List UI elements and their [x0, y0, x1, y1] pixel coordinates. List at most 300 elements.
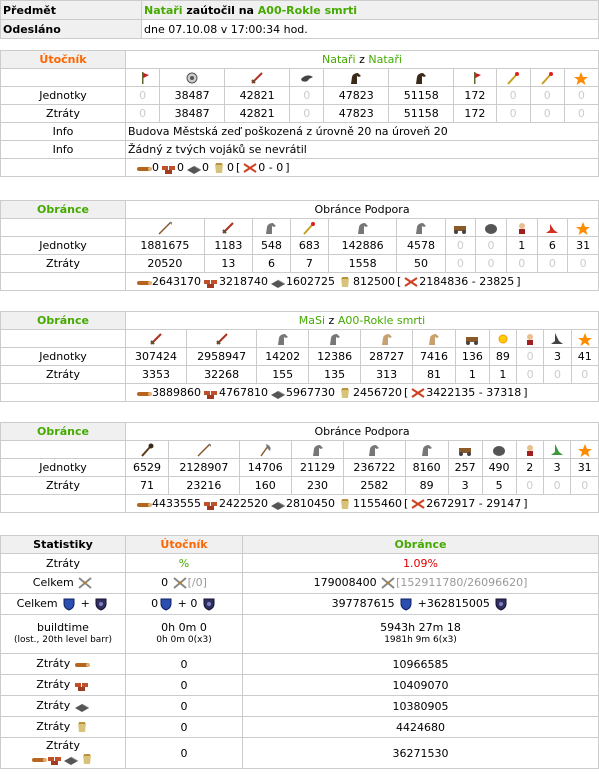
resource-value: 2422520	[219, 496, 268, 510]
unit-value: 0	[445, 237, 476, 255]
unit-value: 20520	[126, 255, 205, 273]
unit-value: 13	[204, 255, 252, 273]
unit-value: 31	[571, 459, 599, 477]
resource-value: 0	[202, 160, 209, 174]
crop-icon	[337, 386, 353, 400]
blank-cell	[1, 441, 126, 459]
chief-icon	[506, 219, 537, 237]
axe-icon	[239, 441, 291, 459]
attacker-player-link[interactable]: Nataři	[144, 3, 183, 17]
resource-value: 0	[152, 160, 159, 174]
unit-value: 0	[571, 366, 598, 384]
unit-value: 38487	[160, 87, 225, 105]
unit-value: 8160	[405, 459, 448, 477]
clay-icon	[161, 161, 177, 175]
unit-value: 41	[571, 348, 598, 366]
unit-value: 142886	[328, 237, 397, 255]
unit-value: 548	[252, 237, 290, 255]
def-def-total-2: +362815005	[417, 597, 490, 610]
green-hat-icon	[543, 441, 570, 459]
shield-blue-icon	[158, 597, 174, 611]
unit-value: 0	[476, 255, 507, 273]
row-label: Jednotky	[1, 87, 126, 105]
stats-label	[1, 696, 126, 717]
stats-label-text: Celkem	[16, 597, 58, 610]
subject-label: Předmět	[1, 1, 142, 20]
stats-col-defender: Obránce	[243, 536, 599, 554]
chief-icon	[516, 441, 543, 459]
blank-cell	[1, 219, 126, 237]
unit-value: 6529	[126, 459, 169, 477]
def-buildtime: 5943h 27m 18	[380, 621, 461, 634]
bracket-open: [	[397, 274, 402, 288]
sword-icon	[204, 219, 252, 237]
unit-value: 51158	[389, 87, 454, 105]
stats-label	[1, 738, 126, 769]
unit-value: 0	[290, 105, 324, 123]
resource-value: 812500	[353, 274, 395, 288]
defender-1-role: Obránce	[1, 201, 126, 219]
bird-icon	[290, 69, 324, 87]
resource-value: 5967730	[286, 385, 335, 399]
resource-value: 0	[227, 160, 234, 174]
spear-icon	[169, 441, 240, 459]
blank-cell	[1, 69, 126, 87]
clay-icon	[203, 386, 219, 400]
unit-value: 0	[564, 87, 598, 105]
unit-value: 89	[489, 348, 516, 366]
att-buildtime: 0h 0m 0	[161, 621, 207, 634]
stats-def-value	[243, 573, 599, 594]
stats-def-value	[243, 615, 599, 654]
bracket-open: [	[404, 385, 409, 399]
bracket-close: ]	[523, 496, 528, 510]
sent-label: Odesláno	[1, 20, 142, 39]
wand-icon	[290, 219, 328, 237]
defender-2-unit-icons	[1, 330, 599, 348]
horse-icon	[328, 219, 397, 237]
swords-icon	[77, 576, 93, 590]
attacker-unit-icons	[1, 69, 599, 87]
ram-icon	[455, 330, 489, 348]
unit-value: 3	[543, 459, 570, 477]
unit-value: 14202	[257, 348, 309, 366]
swords-icon	[172, 576, 188, 590]
resource-value: 0	[177, 160, 184, 174]
info-label: Info	[1, 141, 126, 159]
capacity-value: 0 - 0	[258, 160, 284, 174]
blank-cell	[1, 159, 126, 177]
defender-3-losses-row	[1, 477, 599, 495]
unit-value: 236722	[344, 459, 405, 477]
attacker-role: Útočník	[1, 51, 126, 69]
unit-value: 136	[455, 348, 489, 366]
sun-icon	[489, 330, 516, 348]
capacity-icon	[242, 161, 258, 175]
unit-value: 47823	[324, 87, 389, 105]
stats-label-text: Ztráty	[46, 739, 80, 752]
attacker-player-link[interactable]: Nataři	[322, 53, 356, 66]
resource-value: 2810450	[286, 496, 335, 510]
target-village-link[interactable]: A00-Rokle smrti	[257, 3, 358, 17]
stats-def-value: 1.09%	[243, 554, 599, 573]
subject-value	[142, 1, 599, 20]
unit-value: 2582	[344, 477, 405, 495]
stats-label: Ztráty	[1, 554, 126, 573]
horse-icon	[397, 219, 445, 237]
clay-icon	[203, 497, 219, 511]
stats-att-value: 0	[126, 717, 243, 738]
wood-icon	[136, 161, 152, 175]
catapult-icon	[160, 69, 225, 87]
crop-icon	[211, 161, 227, 175]
bracket-open: [	[236, 160, 241, 174]
blank-cell	[1, 495, 126, 513]
crop-icon	[79, 752, 95, 766]
horse-icon	[309, 330, 361, 348]
unit-value: 50	[397, 255, 445, 273]
row-label: Ztráty	[1, 255, 126, 273]
banner-icon	[126, 69, 160, 87]
resource-value: 4433555	[152, 496, 201, 510]
row-label: Jednotky	[1, 459, 126, 477]
shield-blue-icon	[398, 597, 414, 611]
unit-value: 12386	[309, 348, 361, 366]
unit-value: 135	[309, 366, 361, 384]
stats-att-value: 0	[126, 738, 243, 769]
resource-value: 2456720	[353, 385, 402, 399]
stats-col-attacker: Útočník	[126, 536, 243, 554]
unit-value: 0	[543, 477, 570, 495]
stats-def-value: 10380905	[243, 696, 599, 717]
horse-icon	[291, 441, 343, 459]
bracket-close: ]	[285, 160, 290, 174]
unit-value: 0	[571, 477, 599, 495]
unit-value: 0	[126, 105, 160, 123]
star-icon	[571, 441, 599, 459]
resource-value: 1602725	[286, 274, 335, 288]
unit-value: 0	[517, 366, 544, 384]
unit-value: 14706	[239, 459, 291, 477]
resource-value: 2643170	[152, 274, 201, 288]
clay-icon	[74, 678, 90, 692]
crop-icon	[74, 720, 90, 734]
unit-value: 31	[568, 237, 599, 255]
bracket-close: ]	[516, 274, 521, 288]
info-label: Info	[1, 123, 126, 141]
wand-icon	[496, 69, 530, 87]
iron-icon	[270, 386, 286, 400]
stats-title: Statistiky	[1, 536, 126, 554]
unit-value: 7416	[413, 348, 456, 366]
resource-value: 4767810	[219, 385, 268, 399]
row-label: Ztráty	[1, 105, 126, 123]
unit-value: 6	[537, 237, 568, 255]
boulder-icon	[476, 219, 507, 237]
unit-value: 313	[361, 366, 413, 384]
subject-mid: zaútočil na	[182, 3, 258, 17]
clay-icon	[47, 752, 63, 766]
wood-icon	[136, 275, 152, 289]
defender-1-unit-icons	[1, 219, 599, 237]
sword-icon	[225, 69, 290, 87]
defender-2-player-link[interactable]: MaSi	[298, 314, 326, 327]
unit-value: 3353	[126, 366, 187, 384]
iron-icon	[270, 497, 286, 511]
defender-2-resources	[126, 384, 599, 402]
unit-value: 32268	[187, 366, 257, 384]
horse-icon	[252, 219, 290, 237]
horse-icon	[257, 330, 309, 348]
horse-light-icon	[361, 330, 413, 348]
defender-2-table	[0, 311, 599, 402]
blank-cell	[1, 384, 126, 402]
unit-value: 1183	[204, 237, 252, 255]
unit-value: 0	[537, 255, 568, 273]
iron-icon	[63, 752, 79, 766]
stats-def-value: 4424680	[243, 717, 599, 738]
star-icon	[571, 330, 598, 348]
unit-value: 0	[496, 105, 530, 123]
banner-icon	[454, 69, 496, 87]
bracket-open: [	[404, 496, 409, 510]
resource-value: 3218740	[219, 274, 268, 288]
unit-value: 155	[257, 366, 309, 384]
stats-def-value: 10409070	[243, 675, 599, 696]
unit-value: 47823	[324, 105, 389, 123]
wand-icon	[530, 69, 564, 87]
unit-value: 3	[544, 348, 571, 366]
unit-value: 38487	[160, 105, 225, 123]
att-total: 0	[161, 576, 169, 589]
unit-value: 0	[506, 255, 537, 273]
ram-icon	[448, 441, 482, 459]
unit-value: 0	[290, 87, 324, 105]
defender-1-table	[0, 200, 599, 291]
stats-def-value	[243, 594, 599, 615]
stats-def-value: 36271530	[243, 738, 599, 769]
unit-value: 683	[290, 237, 328, 255]
unit-value: 2	[516, 459, 543, 477]
wood-icon	[136, 497, 152, 511]
unit-value: 0	[476, 237, 507, 255]
info-text-1: Budova Městská zeď poškozená z úrovně 20 na úroveň 20	[126, 123, 599, 141]
stats-label-text: Ztráty	[36, 720, 71, 733]
attacker-village-link[interactable]: Nataři	[368, 53, 402, 66]
attacker-from: z	[355, 53, 369, 66]
stats-label-text: Ztráty	[36, 678, 71, 691]
row-label: Jednotky	[1, 348, 126, 366]
def-def-total: 397787615	[331, 597, 395, 610]
defender-3-units-row	[1, 459, 599, 477]
capacity-value: 2672917 - 29147	[426, 496, 522, 510]
stats-label	[1, 717, 126, 738]
spear-icon	[126, 219, 205, 237]
swords-icon	[380, 576, 396, 590]
sword-icon	[187, 330, 257, 348]
shield-dark-icon	[493, 597, 509, 611]
defender-1-title: Obránce Podpora	[126, 201, 599, 219]
row-label: Ztráty	[1, 477, 126, 495]
defender-3-title: Obránce Podpora	[126, 423, 599, 441]
stats-att-value	[126, 615, 243, 654]
resource-value: 1155460	[353, 496, 402, 510]
unit-value: 2958947	[187, 348, 257, 366]
defender-1-losses-row	[1, 255, 599, 273]
attacker-title	[126, 51, 599, 69]
unit-value: 4578	[397, 237, 445, 255]
resource-value: 3889860	[152, 385, 201, 399]
defender-1-resources	[126, 273, 599, 291]
witch-hat-icon	[544, 330, 571, 348]
unit-value: 7	[290, 255, 328, 273]
wood-icon	[74, 657, 90, 671]
statistics-table	[0, 535, 599, 769]
unit-value: 3	[448, 477, 482, 495]
crop-icon	[337, 497, 353, 511]
unit-value: 42821	[225, 105, 290, 123]
unit-value: 2128907	[169, 459, 240, 477]
shield-dark-icon	[93, 597, 109, 611]
unit-value: 0	[445, 255, 476, 273]
unit-value: 0	[530, 105, 564, 123]
unit-value: 23216	[169, 477, 240, 495]
sent-value: dne 07.10.08 v 17:00:34 hod.	[142, 20, 599, 39]
att-total-extra: [/0]	[187, 576, 207, 589]
unit-value: 230	[291, 477, 343, 495]
chief-icon	[517, 330, 544, 348]
blank-cell	[1, 273, 126, 291]
unit-value: 1	[506, 237, 537, 255]
unit-value: 172	[454, 87, 496, 105]
red-hat-icon	[537, 219, 568, 237]
horse-icon	[344, 441, 405, 459]
stats-label: Celkem +	[1, 594, 126, 615]
unit-value: 51158	[389, 105, 454, 123]
stats-att-value: 0	[126, 675, 243, 696]
stats-label	[1, 573, 126, 594]
stats-label	[1, 675, 126, 696]
def-total-extra: [152911780/26096620]	[396, 576, 528, 589]
buildtime-label-sub: (lost., 20th level barr)	[13, 635, 113, 645]
wood-icon	[31, 752, 47, 766]
att-def-total: 0	[151, 597, 159, 610]
att-buildtime-sub: 0h 0m 0(x3)	[156, 635, 212, 645]
defender-3-table	[0, 422, 599, 513]
def-buildtime-sub: 1981h 9m 6(x3)	[384, 635, 457, 645]
unit-value: 5	[482, 477, 516, 495]
unit-value: 28727	[361, 348, 413, 366]
blank-cell	[1, 330, 126, 348]
attacker-losses-row	[1, 105, 599, 123]
clay-icon	[203, 275, 219, 289]
def-total: 179008400	[313, 576, 377, 589]
defender-3-resources	[126, 495, 599, 513]
defender-2-losses-row	[1, 366, 599, 384]
unit-value: 1558	[328, 255, 397, 273]
unit-value: 1881675	[126, 237, 205, 255]
stats-label	[1, 615, 126, 654]
unit-value: 0	[544, 366, 571, 384]
stats-att-value	[126, 594, 243, 615]
ram-icon	[445, 219, 476, 237]
club-icon	[126, 441, 169, 459]
unit-value: 81	[413, 366, 456, 384]
defender-2-village-link[interactable]: A00-Rokle smrti	[337, 314, 426, 327]
capacity-value: 2184836 - 23825	[419, 274, 515, 288]
capacity-icon	[403, 275, 419, 289]
unit-value: 21129	[291, 459, 343, 477]
defender-3-role: Obránce	[1, 423, 126, 441]
row-label: Jednotky	[1, 237, 126, 255]
attacker-resources	[126, 159, 599, 177]
star-icon	[564, 69, 598, 87]
boulder-icon	[482, 441, 516, 459]
attacker-units-row	[1, 87, 599, 105]
unit-value: 257	[448, 459, 482, 477]
message-header-table	[0, 0, 599, 39]
defender-2-role: Obránce	[1, 312, 126, 330]
stats-label-text: Celkem	[32, 576, 74, 589]
unit-value: 6	[252, 255, 290, 273]
defender-2-units-row	[1, 348, 599, 366]
unit-value: 42821	[225, 87, 290, 105]
defender-2-title	[126, 312, 599, 330]
horse-dark-icon	[389, 69, 454, 87]
unit-value: 1	[489, 366, 516, 384]
wood-icon	[136, 386, 152, 400]
stats-att-value: %	[126, 554, 243, 573]
unit-value: 71	[126, 477, 169, 495]
iron-icon	[270, 275, 286, 289]
bracket-close: ]	[523, 385, 528, 399]
row-label: Ztráty	[1, 366, 126, 384]
stats-label-text: Ztráty	[36, 657, 71, 670]
unit-value: 89	[405, 477, 448, 495]
unit-value: 160	[239, 477, 291, 495]
stats-label	[1, 654, 126, 675]
unit-value: 0	[568, 255, 599, 273]
unit-value: 0	[530, 87, 564, 105]
capacity-icon	[410, 497, 426, 511]
shield-dark-icon	[201, 597, 217, 611]
attacker-table	[0, 50, 599, 177]
iron-icon	[186, 161, 202, 175]
defender-1-units-row	[1, 237, 599, 255]
horse-light-icon	[413, 330, 456, 348]
stats-att-value: 0	[126, 696, 243, 717]
sword-icon	[126, 330, 187, 348]
crop-icon	[337, 275, 353, 289]
horse-dark-icon	[324, 69, 389, 87]
defender-3-unit-icons	[1, 441, 599, 459]
unit-value: 490	[482, 459, 516, 477]
info-text-2: Žádný z tvých vojáků se nevrátil	[126, 141, 599, 159]
stats-att-value	[126, 573, 243, 594]
stats-label-text: Ztráty	[36, 699, 71, 712]
unit-value: 172	[454, 105, 496, 123]
unit-value: 307424	[126, 348, 187, 366]
horse-icon	[405, 441, 448, 459]
capacity-icon	[410, 386, 426, 400]
shield-blue-icon	[61, 597, 77, 611]
capacity-value: 3422135 - 37318	[426, 385, 522, 399]
stats-att-value: 0	[126, 654, 243, 675]
att-def-total-2: + 0	[177, 597, 198, 610]
defender-2-from: z	[325, 314, 338, 327]
iron-icon	[74, 699, 90, 713]
unit-value: 0	[496, 87, 530, 105]
